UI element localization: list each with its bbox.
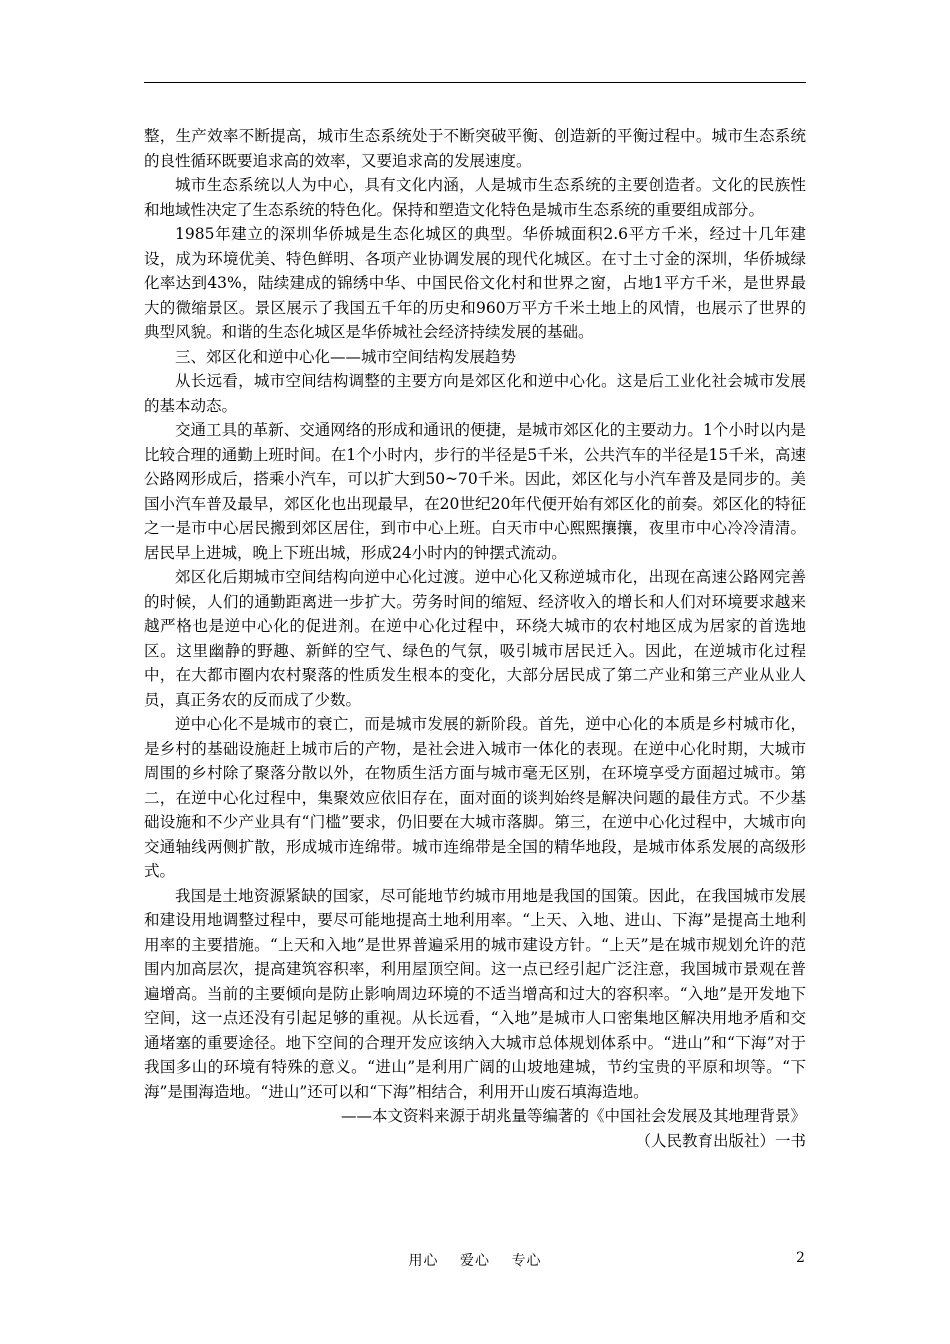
source-publisher: （人民教育出版社）一书 bbox=[635, 1131, 806, 1150]
paragraph: 我国是土地资源紧缺的国家，尽可能地节约城市用地是我国的国策。因此，在我国城市发展和建设用地调整过程中，要尽可能地提高土地利用率。“上天、入地、进山、下海”是提高土地利用率的主要措施。“上天和入地”是世界普遍采用的城市建设方针。“上天”是在城市规划允许的范围内加高层次，提高建筑容积率，利用屋顶空间。这一点已经引起广泛注意，我国城市景观在普遍增高。当前的主要倾向是防止影响周边环境的不适当增高和过大的容积率。“入地”是开发地下空间，这一点还没有引起足够的重视。从长远看，“入地”是城市人口密集地区解决用地矛盾和交通堵塞的重要途径。地下空间的合理开发应该纳入大城市总体规划体系中。“进山”和“下海”对于我国多山的环境有特殊的意义。“进山”是利用广阔的山坡地建城，节约宝贵的平原和坝等。“下海”是围海造地。“进山”还可以和“下海”相结合，利用开山废石填海造地。 bbox=[144, 886, 806, 1101]
footer-motto-word: 用心 bbox=[408, 1253, 439, 1269]
page-number: 2 bbox=[796, 1250, 805, 1266]
footer-motto bbox=[0, 1250, 950, 1270]
footer-motto-word: 爱心 bbox=[460, 1253, 490, 1269]
section-heading: 三、郊区化和逆中心化——城市空间结构发展趋势 bbox=[175, 347, 517, 366]
article-body bbox=[144, 124, 806, 1153]
source-citation: ——本文资料来源于胡兆量等编著的《中国社会发展及其地理背景》 bbox=[340, 1107, 806, 1125]
paragraph: 郊区化后期城市空间结构向逆中心化过渡。逆中心化又称逆城市化，出现在高速公路网完善的时候，人们的通勤距离进一步扩大。劳务时间的缩短、经济收入的增长和人们对环境要求越来越严格也是逆中心化的促进剂。在逆中心化过程中，环绕大城市的农村地区成为居家的首选地区。这里幽静的野趣、新鲜的空气、绿色的气氛，吸引城市居民迁入。因此，在逆城市化过程中，在大都市圈内农村聚落的性质发生根本的变化，大部分居民成了第二产业和第三产业从业人员，真正务农的反而成了少数。 bbox=[144, 568, 806, 709]
paragraph: 交通工具的革新、交通网络的形成和通讯的便捷，是城市郊区化的主要动力。1个小时以内是比较合理的通勤上班时间。在1个小时内，步行的半径是5千米，公共汽车的半径是15千米，高速公路网形成后，搭乘小汽车，可以扩大到50~70千米。因此，郊区化与小汽车普及是同步的。美国小汽车普及最早，郊区化也出现最早，在20世纪20年代便开始有郊区化的前奏。郊区化的特征之一是市中心居民搬到郊区居住，到市中心上班。白天市中心熙熙攘攘，夜里市中心冷冷清清。居民早上进城，晚上下班出城，形成24小时内的钟摆式流动。 bbox=[144, 421, 806, 562]
paragraph: 从长远看，城市空间结构调整的主要方向是郊区化和逆中心化。这是后工业化社会城市发展的基本动态。 bbox=[144, 372, 806, 415]
paragraph: 1985年建立的深圳华侨城是生态化城区的典型。华侨城面积2.6平方千米，经过十几年建设，成为环境优美、特色鲜明、各项产业协调发展的现代化城区。在寸土寸金的深圳，华侨城绿化率达到43%，陆续建成的锦绣中华、中国民俗文化村和世界之窗，占地1平方千米，是世界最大的微缩景区。景区展示了我国五千年的历史和960万平方千米土地上的风情，也展示了世界的典型风貌。和谐的生态化城区是华侨城社会经济持续发展的基础。 bbox=[144, 225, 806, 341]
footer-motto-word: 专心 bbox=[511, 1253, 542, 1269]
paragraph: 城市生态系统以人为中心，具有文化内涵，人是城市生态系统的主要创造者。文化的民族性和地域性决定了生态系统的特色化。保持和塑造文化特色是城市生态系统的重要组成部分。 bbox=[144, 176, 806, 219]
paragraph-continuation: 整，生产效率不断提高，城市生态系统处于不断突破平衡、创造新的平衡过程中。城市生态系统的良性循环既要追求高的效率，又要追求高的发展速度。 bbox=[144, 127, 806, 170]
header-rule bbox=[144, 82, 806, 83]
paragraph: 逆中心化不是城市的衰亡，而是城市发展的新阶段。首先，逆中心化的本质是乡村城市化，是乡村的基础设施赶上城市后的产物，是社会进入城市一体化的表现。在逆中心化时期，大城市周围的乡村除了聚落分散以外，在物质生活方面与城市毫无区别，在环境享受方面超过城市。第二，在逆中心化过程中，集聚效应依旧存在，面对面的谈判始终是解决问题的最佳方式。不少基础设施和不少产业具有“门槛”要求，仍旧要在大城市落脚。第三，在逆中心化过程中，大城市向交通轴线两侧扩散，形成城市连绵带。城市连绵带是全国的精华地段，是城市体系发展的高级形式。 bbox=[144, 715, 806, 880]
